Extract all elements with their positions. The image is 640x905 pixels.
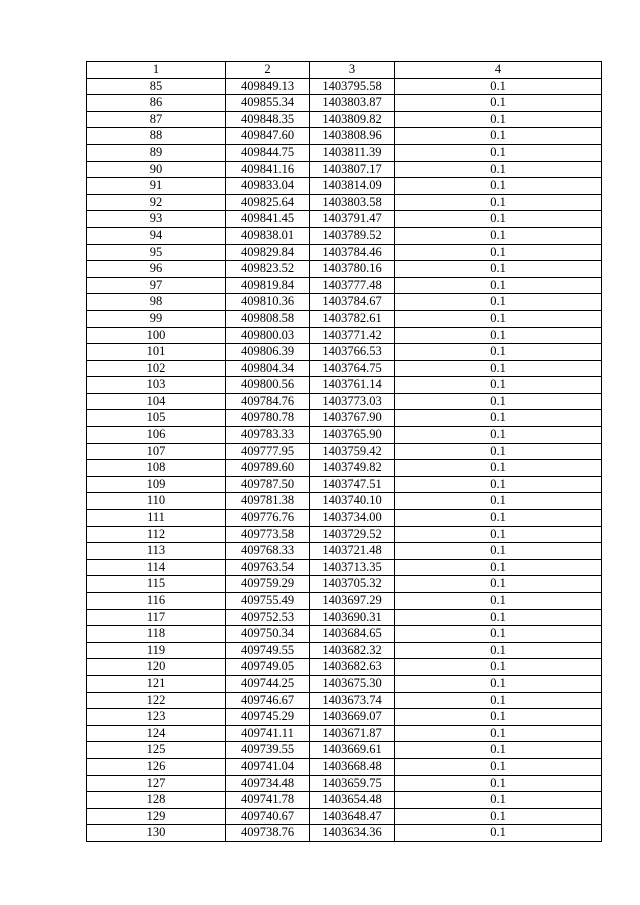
table-row (87, 609, 602, 626)
y-coordinate-cell: 1403784.67 (310, 294, 395, 311)
value-cell: 0.1 (395, 443, 602, 460)
value-cell: 0.1 (395, 178, 602, 195)
y-coordinate-cell: 1403671.87 (310, 725, 395, 742)
x-coordinate-cell: 409746.67 (226, 692, 310, 709)
value-cell: 0.1 (395, 510, 602, 527)
point-number-cell: 91 (87, 178, 226, 195)
table-row (87, 675, 602, 692)
point-number-cell: 107 (87, 443, 226, 460)
table-row (87, 576, 602, 593)
y-coordinate-cell: 1403682.32 (310, 642, 395, 659)
value-cell: 0.1 (395, 758, 602, 775)
point-number-cell: 96 (87, 261, 226, 278)
table-row (87, 642, 602, 659)
table-row (87, 78, 602, 95)
value-cell: 0.1 (395, 194, 602, 211)
x-coordinate-cell: 409744.25 (226, 675, 310, 692)
value-cell: 0.1 (395, 427, 602, 444)
x-coordinate-cell: 409749.05 (226, 659, 310, 676)
point-number-cell: 102 (87, 360, 226, 377)
y-coordinate-cell: 1403729.52 (310, 526, 395, 543)
table-row (87, 709, 602, 726)
y-coordinate-cell: 1403811.39 (310, 144, 395, 161)
point-number-cell: 116 (87, 593, 226, 610)
x-coordinate-cell: 409781.38 (226, 493, 310, 510)
point-number-cell: 113 (87, 543, 226, 560)
x-coordinate-cell: 409734.48 (226, 775, 310, 792)
value-cell: 0.1 (395, 111, 602, 128)
y-coordinate-cell: 1403690.31 (310, 609, 395, 626)
point-number-cell: 86 (87, 95, 226, 112)
table-row (87, 543, 602, 560)
point-number-cell: 87 (87, 111, 226, 128)
y-coordinate-cell: 1403747.51 (310, 476, 395, 493)
x-coordinate-cell: 409752.53 (226, 609, 310, 626)
value-cell: 0.1 (395, 559, 602, 576)
x-coordinate-cell: 409819.84 (226, 277, 310, 294)
table-row (87, 277, 602, 294)
x-coordinate-cell: 409763.54 (226, 559, 310, 576)
point-number-cell: 90 (87, 161, 226, 178)
table-row (87, 593, 602, 610)
y-coordinate-cell: 1403767.90 (310, 410, 395, 427)
value-cell: 0.1 (395, 659, 602, 676)
point-number-cell: 100 (87, 327, 226, 344)
x-coordinate-cell: 409768.33 (226, 543, 310, 560)
table-row (87, 659, 602, 676)
x-coordinate-cell: 409738.76 (226, 825, 310, 842)
x-coordinate-cell: 409804.34 (226, 360, 310, 377)
point-number-cell: 121 (87, 675, 226, 692)
point-number-cell: 99 (87, 310, 226, 327)
y-coordinate-cell: 1403808.96 (310, 128, 395, 145)
coordinates-table (86, 61, 602, 842)
table-row (87, 261, 602, 278)
point-number-cell: 120 (87, 659, 226, 676)
point-number-cell: 122 (87, 692, 226, 709)
point-number-cell: 88 (87, 128, 226, 145)
point-number-cell: 119 (87, 642, 226, 659)
table-row (87, 808, 602, 825)
x-coordinate-cell: 409741.04 (226, 758, 310, 775)
y-coordinate-cell: 1403765.90 (310, 427, 395, 444)
table-row (87, 344, 602, 361)
y-coordinate-cell: 1403734.00 (310, 510, 395, 527)
x-coordinate-cell: 409855.34 (226, 95, 310, 112)
table-row (87, 510, 602, 527)
y-coordinate-cell: 1403803.87 (310, 95, 395, 112)
x-coordinate-cell: 409739.55 (226, 742, 310, 759)
x-coordinate-cell: 409833.04 (226, 178, 310, 195)
table-row (87, 111, 602, 128)
x-coordinate-cell: 409773.58 (226, 526, 310, 543)
value-cell: 0.1 (395, 808, 602, 825)
y-coordinate-cell: 1403684.65 (310, 626, 395, 643)
header-row (87, 62, 602, 79)
point-number-cell: 89 (87, 144, 226, 161)
table-row (87, 327, 602, 344)
x-coordinate-cell: 409841.16 (226, 161, 310, 178)
point-number-cell: 85 (87, 78, 226, 95)
value-cell: 0.1 (395, 642, 602, 659)
x-coordinate-cell: 409841.45 (226, 211, 310, 228)
value-cell: 0.1 (395, 144, 602, 161)
y-coordinate-cell: 1403673.74 (310, 692, 395, 709)
table-row (87, 725, 602, 742)
point-number-cell: 114 (87, 559, 226, 576)
point-number-cell: 103 (87, 377, 226, 394)
value-cell: 0.1 (395, 360, 602, 377)
x-coordinate-cell: 409740.67 (226, 808, 310, 825)
table-row (87, 377, 602, 394)
value-cell: 0.1 (395, 261, 602, 278)
x-coordinate-cell: 409829.84 (226, 244, 310, 261)
value-cell: 0.1 (395, 742, 602, 759)
table-row (87, 211, 602, 228)
y-coordinate-cell: 1403669.07 (310, 709, 395, 726)
value-cell: 0.1 (395, 576, 602, 593)
value-cell: 0.1 (395, 675, 602, 692)
point-number-cell: 126 (87, 758, 226, 775)
value-cell: 0.1 (395, 393, 602, 410)
value-cell: 0.1 (395, 310, 602, 327)
point-number-cell: 118 (87, 626, 226, 643)
table-row (87, 526, 602, 543)
value-cell: 0.1 (395, 775, 602, 792)
table-row (87, 775, 602, 792)
value-cell: 0.1 (395, 344, 602, 361)
table-row (87, 393, 602, 410)
x-coordinate-cell: 409741.78 (226, 792, 310, 809)
value-cell: 0.1 (395, 460, 602, 477)
value-cell: 0.1 (395, 709, 602, 726)
x-coordinate-cell: 409745.29 (226, 709, 310, 726)
x-coordinate-cell: 409848.35 (226, 111, 310, 128)
y-coordinate-cell: 1403764.75 (310, 360, 395, 377)
column-header-3: 3 (310, 62, 395, 79)
value-cell: 0.1 (395, 227, 602, 244)
x-coordinate-cell: 409776.76 (226, 510, 310, 527)
point-number-cell: 105 (87, 410, 226, 427)
x-coordinate-cell: 409849.13 (226, 78, 310, 95)
point-number-cell: 130 (87, 825, 226, 842)
y-coordinate-cell: 1403721.48 (310, 543, 395, 560)
table-row (87, 626, 602, 643)
value-cell: 0.1 (395, 626, 602, 643)
y-coordinate-cell: 1403780.16 (310, 261, 395, 278)
table-row (87, 758, 602, 775)
table-row (87, 310, 602, 327)
point-number-cell: 94 (87, 227, 226, 244)
x-coordinate-cell: 409749.55 (226, 642, 310, 659)
value-cell: 0.1 (395, 725, 602, 742)
column-header-2: 2 (226, 62, 310, 79)
y-coordinate-cell: 1403782.61 (310, 310, 395, 327)
point-number-cell: 129 (87, 808, 226, 825)
y-coordinate-cell: 1403634.36 (310, 825, 395, 842)
x-coordinate-cell: 409800.56 (226, 377, 310, 394)
y-coordinate-cell: 1403795.58 (310, 78, 395, 95)
table-row (87, 128, 602, 145)
table-row (87, 227, 602, 244)
table-row (87, 244, 602, 261)
value-cell: 0.1 (395, 327, 602, 344)
y-coordinate-cell: 1403807.17 (310, 161, 395, 178)
x-coordinate-cell: 409787.50 (226, 476, 310, 493)
y-coordinate-cell: 1403648.47 (310, 808, 395, 825)
x-coordinate-cell: 409759.29 (226, 576, 310, 593)
y-coordinate-cell: 1403682.63 (310, 659, 395, 676)
value-cell: 0.1 (395, 526, 602, 543)
column-header-4: 4 (395, 62, 602, 79)
y-coordinate-cell: 1403668.48 (310, 758, 395, 775)
x-coordinate-cell: 409783.33 (226, 427, 310, 444)
y-coordinate-cell: 1403659.75 (310, 775, 395, 792)
x-coordinate-cell: 409784.76 (226, 393, 310, 410)
y-coordinate-cell: 1403705.32 (310, 576, 395, 593)
table-row (87, 144, 602, 161)
x-coordinate-cell: 409750.34 (226, 626, 310, 643)
y-coordinate-cell: 1403789.52 (310, 227, 395, 244)
table-row (87, 476, 602, 493)
x-coordinate-cell: 409844.75 (226, 144, 310, 161)
table-row (87, 443, 602, 460)
value-cell: 0.1 (395, 78, 602, 95)
point-number-cell: 125 (87, 742, 226, 759)
x-coordinate-cell: 409755.49 (226, 593, 310, 610)
y-coordinate-cell: 1403669.61 (310, 742, 395, 759)
y-coordinate-cell: 1403675.30 (310, 675, 395, 692)
table-body (87, 78, 602, 841)
value-cell: 0.1 (395, 377, 602, 394)
value-cell: 0.1 (395, 410, 602, 427)
table-row (87, 178, 602, 195)
y-coordinate-cell: 1403777.48 (310, 277, 395, 294)
value-cell: 0.1 (395, 593, 602, 610)
point-number-cell: 93 (87, 211, 226, 228)
table-row (87, 792, 602, 809)
y-coordinate-cell: 1403791.47 (310, 211, 395, 228)
point-number-cell: 124 (87, 725, 226, 742)
value-cell: 0.1 (395, 294, 602, 311)
y-coordinate-cell: 1403809.82 (310, 111, 395, 128)
table-row (87, 559, 602, 576)
value-cell: 0.1 (395, 161, 602, 178)
point-number-cell: 123 (87, 709, 226, 726)
x-coordinate-cell: 409823.52 (226, 261, 310, 278)
table-row (87, 194, 602, 211)
y-coordinate-cell: 1403713.35 (310, 559, 395, 576)
value-cell: 0.1 (395, 792, 602, 809)
x-coordinate-cell: 409810.36 (226, 294, 310, 311)
x-coordinate-cell: 409847.60 (226, 128, 310, 145)
x-coordinate-cell: 409838.01 (226, 227, 310, 244)
point-number-cell: 98 (87, 294, 226, 311)
value-cell: 0.1 (395, 211, 602, 228)
point-number-cell: 104 (87, 393, 226, 410)
value-cell: 0.1 (395, 277, 602, 294)
y-coordinate-cell: 1403771.42 (310, 327, 395, 344)
point-number-cell: 109 (87, 476, 226, 493)
y-coordinate-cell: 1403740.10 (310, 493, 395, 510)
x-coordinate-cell: 409825.64 (226, 194, 310, 211)
column-header-1: 1 (87, 62, 226, 79)
table-header (87, 62, 602, 79)
y-coordinate-cell: 1403814.09 (310, 178, 395, 195)
table-row (87, 161, 602, 178)
x-coordinate-cell: 409780.78 (226, 410, 310, 427)
value-cell: 0.1 (395, 692, 602, 709)
y-coordinate-cell: 1403766.53 (310, 344, 395, 361)
value-cell: 0.1 (395, 543, 602, 560)
x-coordinate-cell: 409777.95 (226, 443, 310, 460)
x-coordinate-cell: 409741.11 (226, 725, 310, 742)
point-number-cell: 111 (87, 510, 226, 527)
point-number-cell: 128 (87, 792, 226, 809)
table-row (87, 493, 602, 510)
table-row (87, 410, 602, 427)
table-row (87, 95, 602, 112)
value-cell: 0.1 (395, 825, 602, 842)
value-cell: 0.1 (395, 609, 602, 626)
value-cell: 0.1 (395, 95, 602, 112)
table-row (87, 460, 602, 477)
table-row (87, 742, 602, 759)
y-coordinate-cell: 1403759.42 (310, 443, 395, 460)
x-coordinate-cell: 409789.60 (226, 460, 310, 477)
value-cell: 0.1 (395, 244, 602, 261)
point-number-cell: 115 (87, 576, 226, 593)
x-coordinate-cell: 409806.39 (226, 344, 310, 361)
point-number-cell: 95 (87, 244, 226, 261)
x-coordinate-cell: 409808.58 (226, 310, 310, 327)
y-coordinate-cell: 1403749.82 (310, 460, 395, 477)
value-cell: 0.1 (395, 476, 602, 493)
value-cell: 0.1 (395, 128, 602, 145)
y-coordinate-cell: 1403697.29 (310, 593, 395, 610)
table-row (87, 360, 602, 377)
point-number-cell: 106 (87, 427, 226, 444)
y-coordinate-cell: 1403773.03 (310, 393, 395, 410)
y-coordinate-cell: 1403803.58 (310, 194, 395, 211)
point-number-cell: 127 (87, 775, 226, 792)
point-number-cell: 108 (87, 460, 226, 477)
x-coordinate-cell: 409800.03 (226, 327, 310, 344)
value-cell: 0.1 (395, 493, 602, 510)
point-number-cell: 112 (87, 526, 226, 543)
table-row (87, 427, 602, 444)
point-number-cell: 97 (87, 277, 226, 294)
point-number-cell: 117 (87, 609, 226, 626)
table-row (87, 825, 602, 842)
y-coordinate-cell: 1403761.14 (310, 377, 395, 394)
table-row (87, 692, 602, 709)
table-row (87, 294, 602, 311)
point-number-cell: 92 (87, 194, 226, 211)
y-coordinate-cell: 1403784.46 (310, 244, 395, 261)
y-coordinate-cell: 1403654.48 (310, 792, 395, 809)
point-number-cell: 101 (87, 344, 226, 361)
point-number-cell: 110 (87, 493, 226, 510)
